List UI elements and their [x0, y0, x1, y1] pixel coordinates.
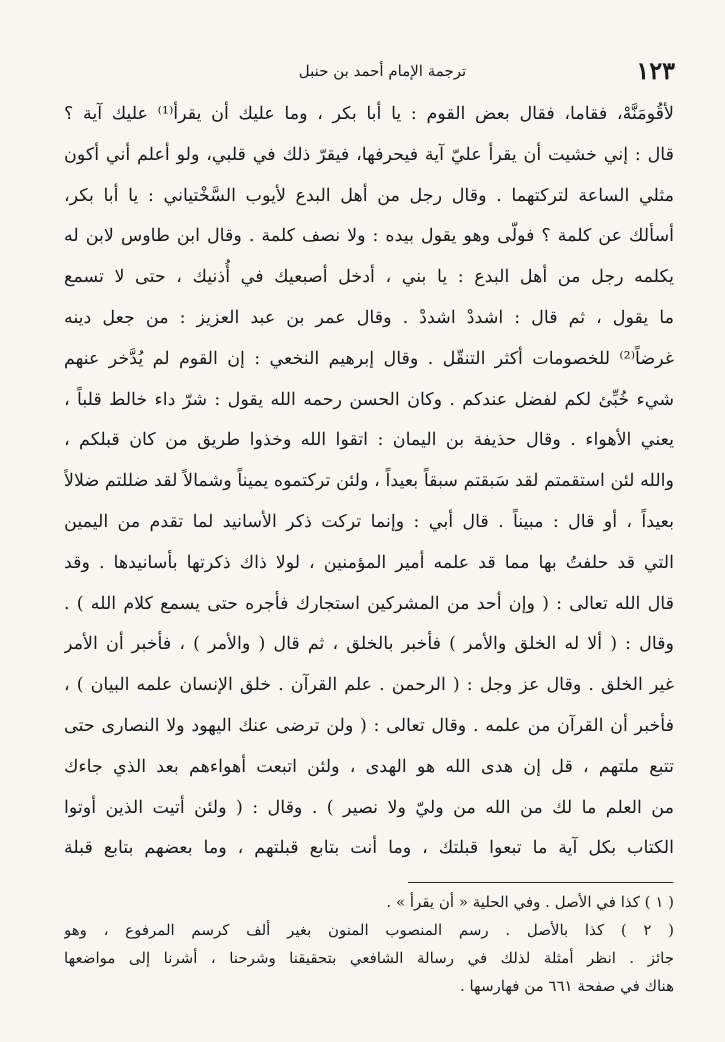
text-line: مثلي الساعة لتركتهما . وقال رجل من أهل البدع لأيوب السَّخْتياني : يا أبا بكر، — [64, 185, 674, 206]
footnote-2-end: هناك في صفحة ٦٦١ من فهارسها . — [459, 977, 674, 995]
page-header — [130, 56, 675, 86]
text-line: يكلمه رجل من أهل البدع : يا بني ، أدخل أصبعيك في أُذنيك ، حتى لا تسمع — [64, 267, 674, 288]
text-line: لأقُومَنَّهْ، فقاما، فقال بعض القوم : يا أبا بكر ، وما عليك أن يقرأ⁽¹⁾ عليك آية ؟ — [64, 104, 674, 124]
main-text — [64, 94, 674, 869]
page-number: ١٢٣ — [636, 56, 675, 85]
text-line: قال : إني خشيت أن يقرأ عليّ آية فيحرفها، فيقرّ ذلك في قلبي، ولو أعلم أني أكون — [64, 144, 674, 165]
text-line: غير الخلق . وقال عز وجل : ( الرحمن . علم القرآن . خلق الإنسان علمه البيان ) ، — [64, 675, 674, 696]
text-line: ما يقول ، ثم قال : اشددْ اشددْ . وقال عمر بن عبد العزيز : من جعل دينه — [64, 307, 674, 328]
text-line: الكتاب بكل آية ما تبعوا قبلتك ، وما أنت بتابع قبلتهم ، وما بعضهم بتابع قبلة — [64, 838, 674, 859]
footnote-2-cont: جائز . انظر أمثلة لذلك في رسالة الشافعي بتحقيقنا وشرحنا ، أشرنا إلى مواضعها — [64, 949, 674, 967]
text-line: بعيداً ، أو قال : مبيناً . قال أبي : وإنما تركت ذكر الأسانيد لما تقدم من اليمين — [64, 511, 674, 532]
text-line: أسألك عن كلمة ؟ فولّى وهو يقول بيده : ولا نصف كلمة . وقال ابن طاوس لابن له — [64, 226, 674, 247]
running-title: ترجمة الإمام أحمد بن حنبل — [298, 62, 467, 80]
footnote-divider — [408, 882, 673, 883]
text-line: والله لئن استقمتم لقد سَبقتم سبقاً بعيداً ، ولئن تركتموه يميناً وشمالاً لقد ضللتم ضلالاً — [64, 471, 674, 492]
footnotes — [64, 888, 674, 1000]
text-line: غرضاً⁽²⁾ للخصومات أكثر التنقّل . وقال إبرهيم النخعي : إن القوم لم يُدَّخر عنهم — [64, 348, 674, 369]
footnote-1: ( ١ ) كذا في الأصل . وفي الحلية « أن يقرأ » . — [386, 893, 674, 911]
text-line: يعني الأهواء . وقال حذيفة بن اليمان : اتقوا الله وخذوا طريق من كان قبلكم ، — [64, 430, 674, 451]
text-line: التي قد حلفتُ بها مما قد علمه أمير المؤمنين ، لولا ذاك ذكرتها بأسانيدها . وقد — [64, 552, 674, 573]
text-line: وقال : ( ألا له الخلق والأمر ) فأخبر بالخلق ، ثم قال ( والأمر ) ، فأخبر أن الأمر — [64, 634, 674, 655]
text-line: من العلم ما لك من الله من وليّ ولا نصير ) . وقال : ( ولئن أتيت الذين أوتوا — [64, 797, 674, 818]
text-line: فأخبر أن القرآن من علمه . وقال تعالى : ( ولن ترضى عنك اليهود ولا النصارى حتى — [64, 715, 674, 736]
footnote-2: ( ٢ ) كذا بالأصل . رسم المنصوب المنون بغير ألف كرسم المرفوع ، وهو — [64, 921, 674, 939]
text-line: تتبع ملتهم ، قل إن هدى الله هو الهدى ، ولئن اتبعت أهواءهم بعد الذي جاءك — [64, 756, 674, 777]
text-line: شيء خُبِّئ لكم لفضل عندكم . وكان الحسن رحمه الله يقول : شرّ داء خالط قلباً ، — [64, 389, 674, 410]
text-line: قال الله تعالى : ( وإن أحد من المشركين استجارك فأجره حتى يسمع كلام الله ) . — [64, 593, 674, 614]
